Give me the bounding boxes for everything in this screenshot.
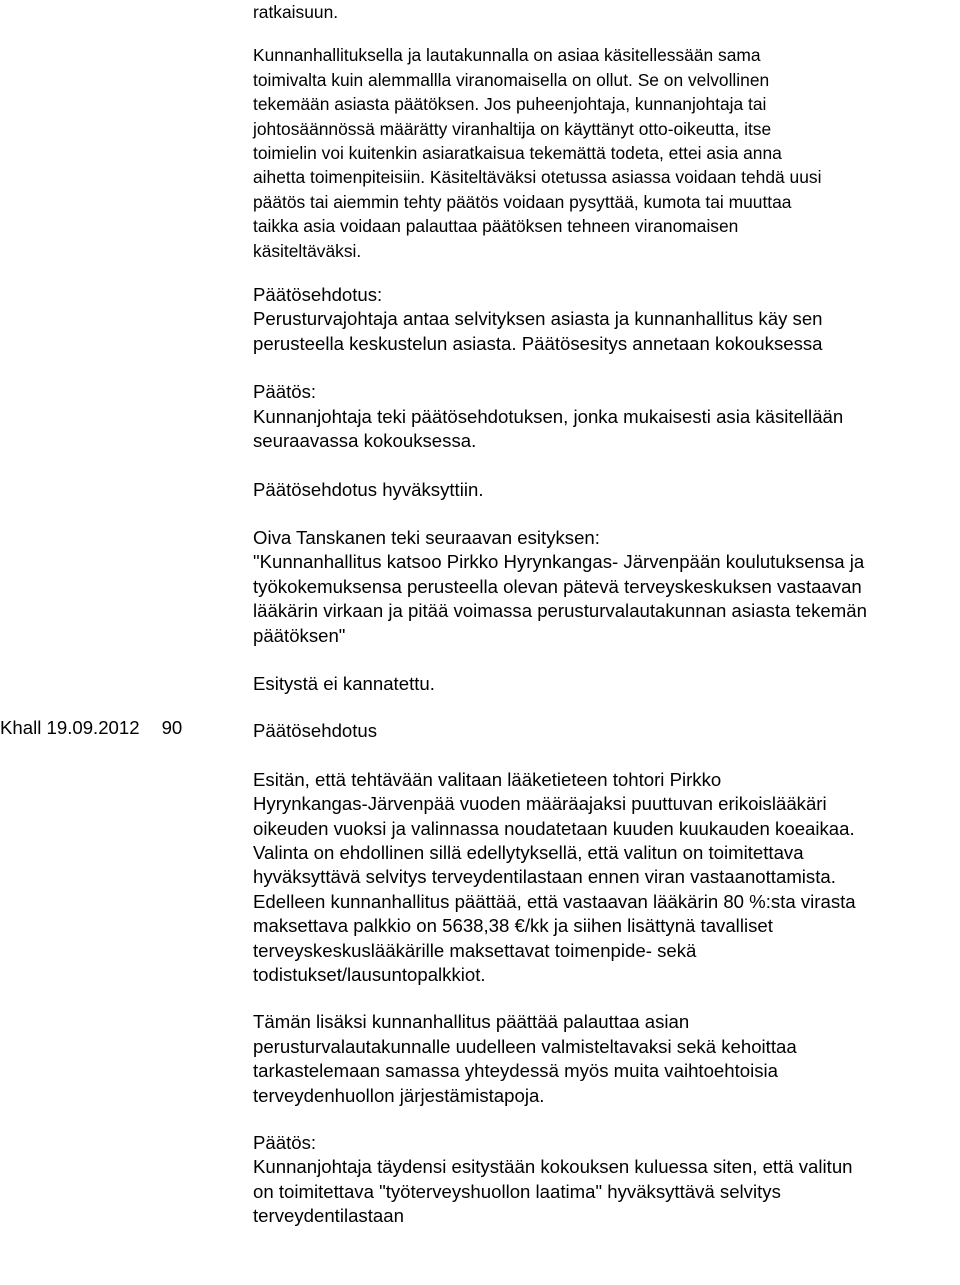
- text-line: Kunnanjohtaja teki päätösehdotuksen, jonka mukaisesti asia käsitellään: [253, 405, 844, 427]
- text-line: todistukset/lausuntopalkkiot.: [253, 964, 486, 985]
- text-line: johtosäännössä määrätty viranhaltija on käyttänyt otto-oikeutta, itse: [253, 118, 772, 139]
- text-line: terveyskeskuslääkärille maksettavat toimenpide- sekä: [253, 939, 697, 961]
- proposal2-text: [253, 768, 958, 988]
- text-line: terveydenhuollon järjestämistapoja.: [253, 1084, 545, 1106]
- text-line: hyväksyttävä selvitys terveydentilastaan ennen viran vastaanottamista.: [253, 866, 836, 888]
- text-line: Tämän lisäksi kunnanhallitus päättää palauttaa asian: [253, 1011, 690, 1033]
- text-line: seuraavassa kokouksessa.: [253, 430, 477, 452]
- text-line: maksettava palkkio on 5638,38 €/kk ja siihen lisättynä tavalliset: [253, 915, 773, 937]
- text-line: "Kunnanhallitus katsoo Pirkko Hyrynkangas- Järvenpään koulutuksensa ja: [253, 551, 865, 573]
- motion-text: [253, 526, 958, 648]
- proposal-heading: Päätösehdotus:: [253, 284, 383, 306]
- text-line: Esitän, että tehtävään valitaan lääketieteen tohtori Pirkko: [253, 768, 722, 790]
- meeting-reference: Khall 19.09.2012: [0, 717, 140, 738]
- text-line: ratkaisuun.: [253, 2, 339, 22]
- text-line: käsiteltäväksi.: [253, 240, 362, 261]
- text-line: tekemään asiasta päätöksen. Jos puheenjohtaja, kunnanjohtaja tai: [253, 94, 767, 115]
- decision2-text: [253, 1155, 958, 1228]
- text-line: lääkärin virkaan ja pitää voimassa perusturvalautakunnan asiasta tekemän: [253, 600, 867, 622]
- proposal-text: [253, 307, 958, 356]
- text-line: Hyrynkangas-Järvenpää vuoden määräajaksi puuttuvan erikoislääkäri: [253, 793, 827, 815]
- text-line: tarkastelemaan samassa yhteydessä myös muita vaihtoehtoisia: [253, 1060, 779, 1082]
- text-line: aihetta toimenpiteisiin. Käsiteltäväksi otetussa asiassa voidaan tehdä uusi: [253, 167, 822, 188]
- text-line: Edelleen kunnanhallitus päättää, että vastaavan lääkärin 80 %:sta virasta: [253, 890, 856, 912]
- text-line: Perusturvajohtaja antaa selvityksen asiasta ja kunnanhallitus käy sen: [253, 308, 823, 330]
- intro-text: [253, 0, 958, 24]
- text-line: päätöksen": [253, 624, 346, 646]
- text-line: on toimitettava "työterveyshuollon laatima" hyväksyttävä selvitys: [253, 1180, 781, 1202]
- decision2-heading: Päätös:: [253, 1132, 317, 1154]
- proposal2-heading: Päätösehdotus: [253, 720, 378, 742]
- text-line: Kunnanhallituksella ja lautakunnalla on asiaa käsitellessään sama: [253, 45, 761, 66]
- section-number: 90: [161, 717, 183, 738]
- item-identifier: [0, 716, 182, 740]
- document-body: [253, 0, 958, 1229]
- text-line: Oiva Tanskanen teki seuraavan esityksen:: [253, 526, 600, 548]
- text-line: perusturvalautakunnalle uudelleen valmisteltavaksi sekä kehoittaa: [253, 1035, 797, 1057]
- not-seconded: Esitystä ei kannatettu.: [253, 672, 435, 694]
- text-line: Valinta on ehdollinen sillä edellytyksellä, että valitun on toimitettava: [253, 841, 804, 863]
- text-line: terveydentilastaan: [253, 1205, 404, 1227]
- text-line: toimivalta kuin alemmallla viranomaisella on ollut. Se on velvollinen: [253, 69, 770, 90]
- proposal-accepted: Päätösehdotus hyväksyttiin.: [253, 478, 484, 500]
- text-line: perusteella keskustelun asiasta. Päätösesitys annetaan kokouksessa: [253, 332, 823, 354]
- text-line: taikka asia voidaan palauttaa päätöksen tehneen viranomaisen: [253, 216, 739, 237]
- text-line: toimielin voi kuitenkin asiaratkaisua tekemättä todeta, ettei asia anna: [253, 143, 782, 164]
- return-paragraph: [253, 1010, 958, 1108]
- decision-heading: Päätös:: [253, 381, 317, 403]
- text-line: työkokemuksensa perusteella olevan pätevä terveyskeskuksen vastaavan: [253, 575, 862, 597]
- decision-text: [253, 405, 958, 454]
- text-line: Kunnanjohtaja täydensi esitystään kokouksen kuluessa siten, että valitun: [253, 1156, 853, 1178]
- text-line: päätös tai aiemmin tehty päätös voidaan pysyttää, kumota tai muuttaa: [253, 191, 792, 212]
- paragraph-authority: [253, 43, 958, 263]
- text-line: oikeuden vuoksi ja valinnassa noudatetaan kuuden kuukauden koeaikaa.: [253, 817, 855, 839]
